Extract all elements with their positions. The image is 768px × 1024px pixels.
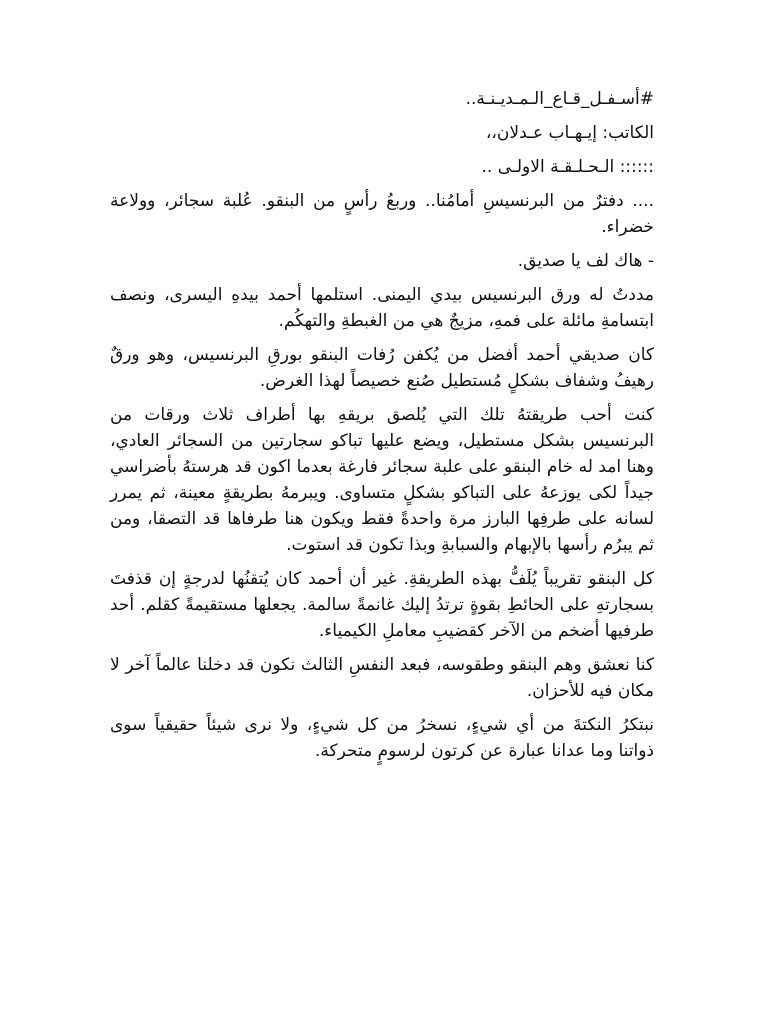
paragraph-2: - هاك لف يا صديق. xyxy=(517,251,654,271)
episode-heading: :::::: الـحـلـقـة الاولـى .. xyxy=(481,157,654,177)
paragraph-6: كل البنقو تقريباً يُلَفُّ بهذه الطريقةِ. غير أن أحمد كان يُتقنُها لدرجةٍ إن قذفتَ بسجارتهِ على الحائطِ بقوةٍ ترتدُ إليك غانمةً سالمة. يجعلها مستقيمةً كقلم. أحد طرفيها أضخم من الآخر كقضيبِ معاملِ الكيمياء. xyxy=(110,569,654,641)
paragraph-3: مددتُ له ورق البرنسيس بيدي اليمنى. استلمها أحمد بيدهِ اليسرى، ونصف ابتسامةِ مائلة على فمهِ، مزيجٌ هي من الغبطةِ والتهكُم. xyxy=(110,285,654,331)
paragraph-8: نبتكرُ النكتةَ من أي شيءٍ، نسخرُ من كل شيءٍ، ولا نرى شيئاً حقيقياً سوى ذواتنا وما عدانا عبارة عن كرتون لرسومٍ متحركة. xyxy=(110,715,654,761)
paragraph-4: كان صديقي أحمد أفضل من يُكفن رُفات البنقو بورقِ البرنسيس، وهو ورقٌ رهيفُ وشفاف بشكلٍ مُستطيل صُنع خصيصاً لهذا الغرض. xyxy=(110,345,654,391)
author-line: الكاتب: إيـهـاب عـدلان،، xyxy=(485,123,654,143)
paragraph-1: .... دفترٌ من البرنسيسِ أمامُنا.. وربعُ رأسٍ من البنقو. عُلبة سجائر، وولاعة خضراء. xyxy=(110,191,654,237)
document-title: #أسـفـل_قـاع_الـمـديـنـة.. xyxy=(465,89,654,109)
paragraph-5: كنت أحب طريقتهُ تلك التي يُلصق بريقهِ بها أطراف ثلاث ورقات من البرنسيس بشكل مستطيل، ويضع عليها تباكو سجارتين من السجائر العادي، وهنا امد له خام البنقو على علبة سجائر فارغة بعدما اكون قد هرستهُ بأضراسي جيداً لكى يوزعهُ على التباكو بشكلٍ متساوى. ويبرمهُ بطريقةٍ معينة، ثم يمرر لسانه على طرفِها البارز مرة واحدةً فقط ويكون هنا طرفاها قد التصقا، ومن ثم يبرُم رأسها بالإبهام والسبابةِ وبذا تكون قد استوت. xyxy=(110,405,654,555)
paragraph-7: كنا نعشق وهم البنقو وطقوسه، فبعد النفسِ الثالث نكون قد دخلنا عالماً آخر لا مكان فيه للأحزان. xyxy=(110,655,654,701)
document-page xyxy=(110,86,654,772)
